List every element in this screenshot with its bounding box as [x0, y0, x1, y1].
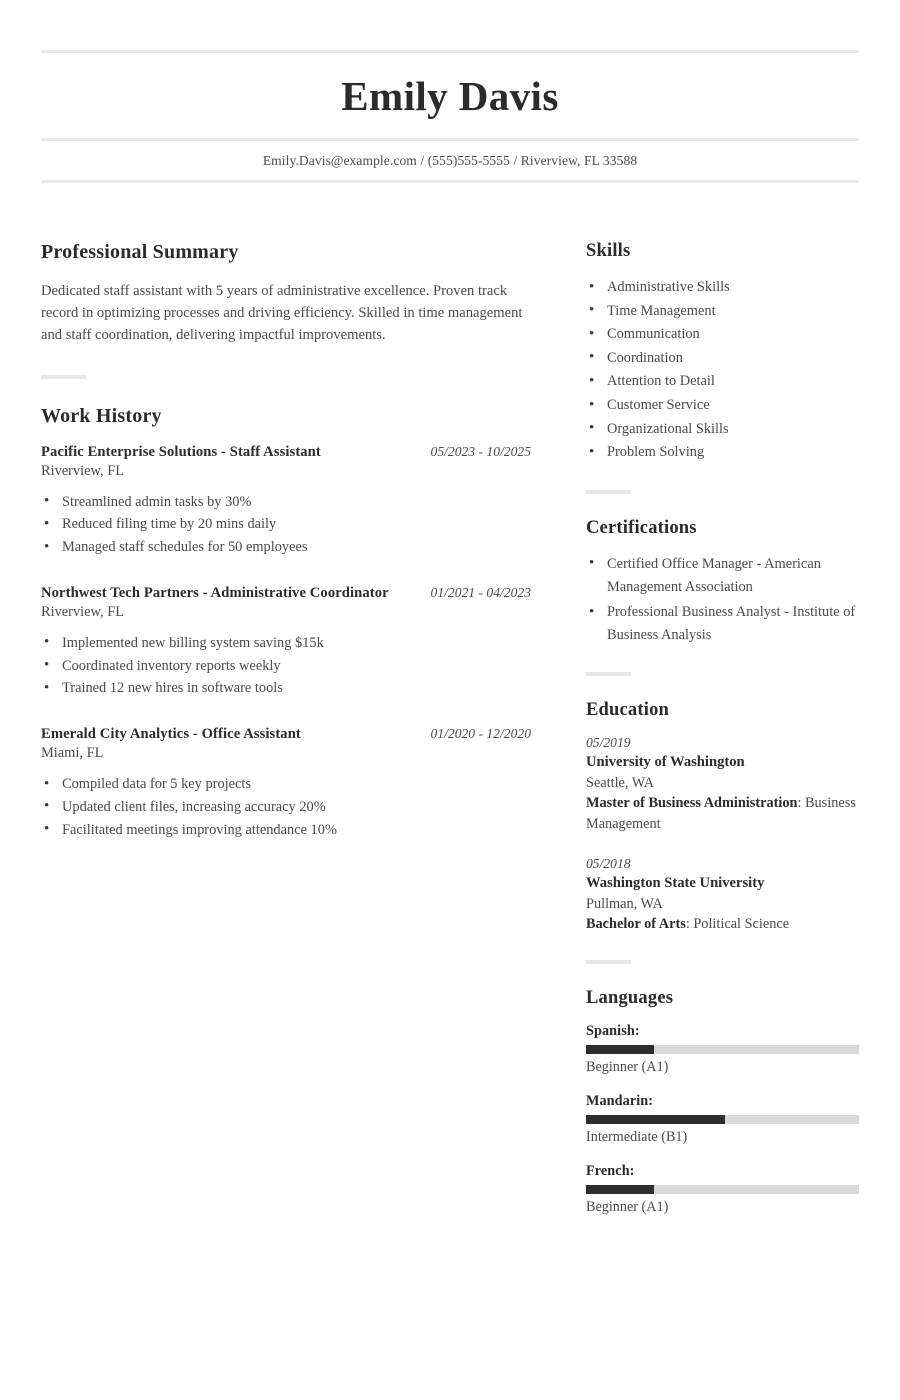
job-header [41, 585, 531, 602]
skill-item: • Customer Service [586, 394, 859, 417]
job-bullet: • Updated client files, increasing accuracy 20% [41, 796, 531, 819]
section-languages [586, 988, 859, 1216]
contact-block [41, 141, 859, 180]
education-location: Pullman, WA [586, 895, 663, 912]
education-degree: Master of Business Administration [586, 795, 798, 812]
education-date: 05/2018 [586, 855, 631, 871]
skills-list [586, 276, 859, 464]
certifications-list [586, 553, 859, 646]
job-bullet-list [41, 773, 531, 841]
work-history-entry [41, 585, 531, 700]
job-header [41, 444, 531, 461]
language-name: French: [586, 1163, 635, 1180]
job-bullet: • Coordinated inventory reports weekly [41, 655, 531, 678]
education-degree-line: Master of Business Administration: Business Management [586, 795, 856, 832]
skill-item: • Time Management [586, 300, 859, 323]
language-entry [586, 1163, 859, 1216]
contact-line: Emily.Davis@example.com / (555)555-5555 / Riverview, FL 33588 [262, 153, 638, 169]
skill-item: • Organizational Skills [586, 418, 859, 441]
language-name: Spanish: [586, 1023, 640, 1040]
work-history-entry [41, 726, 531, 841]
language-proficiency-fill [586, 1045, 654, 1054]
language-proficiency-bar [586, 1115, 859, 1124]
education-school: University of Washington [586, 754, 745, 771]
languages-title: Languages [586, 988, 674, 1009]
work-history-title: Work History [41, 404, 162, 427]
left-section-divider [41, 375, 86, 379]
work-history-entry [41, 444, 531, 559]
job-bullet: • Facilitated meetings improving attendance 10% [41, 819, 531, 842]
education-date: 05/2019 [586, 735, 631, 751]
section-professional-summary [41, 241, 531, 347]
section-work-history [41, 405, 531, 842]
education-school: Washington State University [586, 874, 765, 891]
job-bullet: • Compiled data for 5 key projects [41, 773, 531, 796]
education-degree: Bachelor of Arts [586, 915, 686, 932]
right-section-divider [586, 672, 631, 676]
section-skills [586, 241, 859, 464]
language-entry [586, 1023, 859, 1076]
section-certifications [586, 518, 859, 646]
job-bullet: • Reduced filing time by 20 mins daily [41, 513, 531, 536]
education-title: Education [586, 700, 670, 721]
left-column [41, 241, 541, 841]
education-location: Seattle, WA [586, 775, 655, 792]
job-location: Riverview, FL [41, 462, 124, 479]
certification-item: • Certified Office Manager - American Management Association [586, 553, 859, 598]
candidate-name: Emily Davis [341, 73, 559, 119]
education-entry [586, 735, 859, 834]
education-field: Political Science [693, 915, 790, 932]
skill-item: • Communication [586, 323, 859, 346]
language-level: Intermediate (B1) [586, 1129, 688, 1146]
certifications-title: Certifications [586, 517, 697, 538]
professional-summary-text: Dedicated staff assistant with 5 years of administrative excellence. Proven track record in optimizing processes and driving efficiency. Skilled in time management and staff coordination, delivering impactful improvements. [41, 283, 523, 344]
language-level: Beginner (A1) [586, 1059, 669, 1076]
resume-page [0, 50, 900, 1400]
education-entry [586, 856, 859, 934]
job-title: Northwest Tech Partners - Administrative Coordinator [41, 584, 389, 601]
language-proficiency-fill [586, 1115, 725, 1124]
certification-item: • Professional Business Analyst - Institute of Business Analysis [586, 601, 859, 646]
skill-item: • Coordination [586, 347, 859, 370]
job-bullet-list [41, 491, 531, 559]
job-location: Miami, FL [41, 745, 104, 762]
language-name: Mandarin: [586, 1093, 654, 1110]
job-location: Riverview, FL [41, 603, 124, 620]
language-proficiency-bar [586, 1045, 859, 1054]
job-dates: 01/2020 - 12/2020 [430, 726, 531, 742]
language-proficiency-bar [586, 1185, 859, 1194]
language-entry [586, 1093, 859, 1146]
right-section-divider [586, 490, 631, 494]
job-title: Pacific Enterprise Solutions - Staff Assistant [41, 443, 321, 460]
right-section-divider [586, 960, 631, 964]
job-bullet: • Implemented new billing system saving $15k [41, 632, 531, 655]
header-bottom-divider [41, 180, 859, 183]
professional-summary-title: Professional Summary [41, 241, 239, 264]
job-bullet: • Streamlined admin tasks by 30% [41, 491, 531, 514]
job-dates: 01/2021 - 04/2023 [430, 584, 531, 600]
skill-item: • Administrative Skills [586, 276, 859, 299]
skill-item: • Attention to Detail [586, 370, 859, 393]
body-columns [41, 241, 859, 1216]
skills-title: Skills [586, 241, 631, 262]
name-block [41, 53, 859, 138]
language-proficiency-fill [586, 1185, 654, 1194]
language-level: Beginner (A1) [586, 1199, 669, 1216]
job-header [41, 726, 531, 743]
job-title: Emerald City Analytics - Office Assistant [41, 726, 301, 743]
right-column [586, 241, 859, 1216]
education-degree-line: Bachelor of Arts: Political Science [586, 915, 790, 932]
job-dates: 05/2023 - 10/2025 [430, 443, 531, 459]
section-education [586, 700, 859, 934]
job-bullet: • Managed staff schedules for 50 employees [41, 536, 531, 559]
skill-item: • Problem Solving [586, 441, 859, 464]
job-bullet: • Trained 12 new hires in software tools [41, 677, 531, 700]
job-bullet-list [41, 632, 531, 700]
education-field: Business Management [586, 795, 856, 832]
